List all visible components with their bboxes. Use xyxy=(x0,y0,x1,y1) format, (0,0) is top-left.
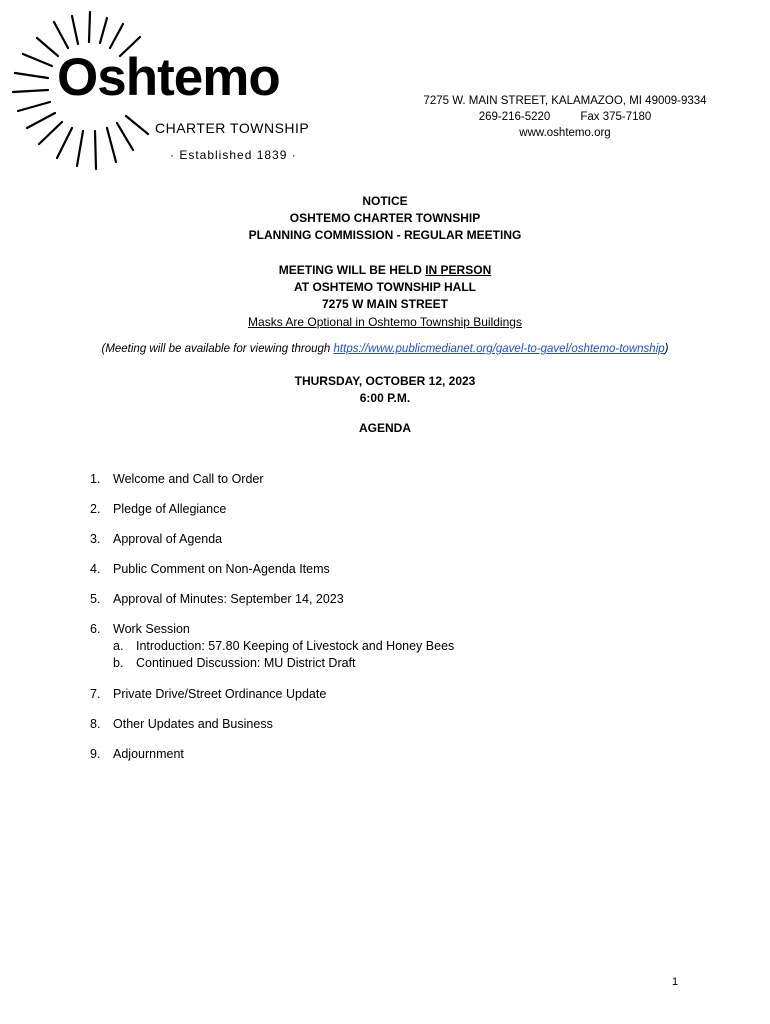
street-address: 7275 W. MAIN STREET, KALAMAZOO, MI 49009-9334 xyxy=(423,95,707,107)
masks-notice: Masks Are Optional in Oshtemo Township Buildings xyxy=(248,315,522,329)
agenda-item: 4. Public Comment on Non-Agenda Items xyxy=(90,562,330,576)
address-block xyxy=(420,93,710,141)
logo-established: · Established 1839 · xyxy=(170,148,297,162)
logo-wordmark: Oshtemo xyxy=(57,48,280,107)
meeting-time: 6:00 P.M. xyxy=(359,391,411,405)
phone-fax-line xyxy=(420,109,710,125)
viewing-link[interactable]: https://www.publicmedianet.org/gavel-to-gavel/oshtemo-township xyxy=(333,343,665,355)
agenda-item: 7. Private Drive/Street Ordinance Update xyxy=(90,687,327,701)
notice-heading: NOTICE xyxy=(362,194,408,208)
meeting-held-prefix: MEETING WILL BE HELD xyxy=(278,263,426,277)
viewing-note xyxy=(0,343,770,355)
agenda-item: 5. Approval of Minutes: September 14, 2023 xyxy=(90,592,344,606)
agenda-sub-item: a. Introduction: 57.80 Keeping of Livestock and Honey Bees xyxy=(113,639,455,653)
fax-number: Fax 375-7180 xyxy=(580,111,652,123)
agenda-item: 2. Pledge of Allegiance xyxy=(90,502,227,516)
phone-number: 269-216-5220 xyxy=(478,111,551,123)
logo-subtitle: CHARTER TOWNSHIP xyxy=(155,120,310,136)
agenda-item: 8. Other Updates and Business xyxy=(90,717,273,731)
agenda-title: AGENDA xyxy=(358,421,411,435)
agenda-item: 6. Work Session xyxy=(90,622,190,636)
meeting-held-line xyxy=(0,262,770,279)
page-number: 1 xyxy=(672,976,679,988)
meeting-date: THURSDAY, OCTOBER 12, 2023 xyxy=(294,374,476,388)
notice-township: OSHTEMO CHARTER TOWNSHIP xyxy=(289,211,481,225)
meeting-held-emphasis: IN PERSON xyxy=(425,263,492,277)
agenda-item: 9. Adjournment xyxy=(90,747,184,761)
meeting-location-street: 7275 W MAIN STREET xyxy=(321,297,449,311)
agenda-sub-item: b. Continued Discussion: MU District Draft xyxy=(113,656,356,670)
website: www.oshtemo.org xyxy=(519,127,611,139)
viewing-suffix: ) xyxy=(664,343,669,355)
agenda-item: 1. Welcome and Call to Order xyxy=(90,472,264,486)
notice-meeting-type: PLANNING COMMISSION - REGULAR MEETING xyxy=(248,228,522,242)
meeting-location-hall: AT OSHTEMO TOWNSHIP HALL xyxy=(294,280,476,294)
viewing-prefix: (Meeting will be available for viewing through xyxy=(101,343,334,355)
township-logo xyxy=(10,10,330,175)
agenda-item: 3. Approval of Agenda xyxy=(90,532,223,546)
